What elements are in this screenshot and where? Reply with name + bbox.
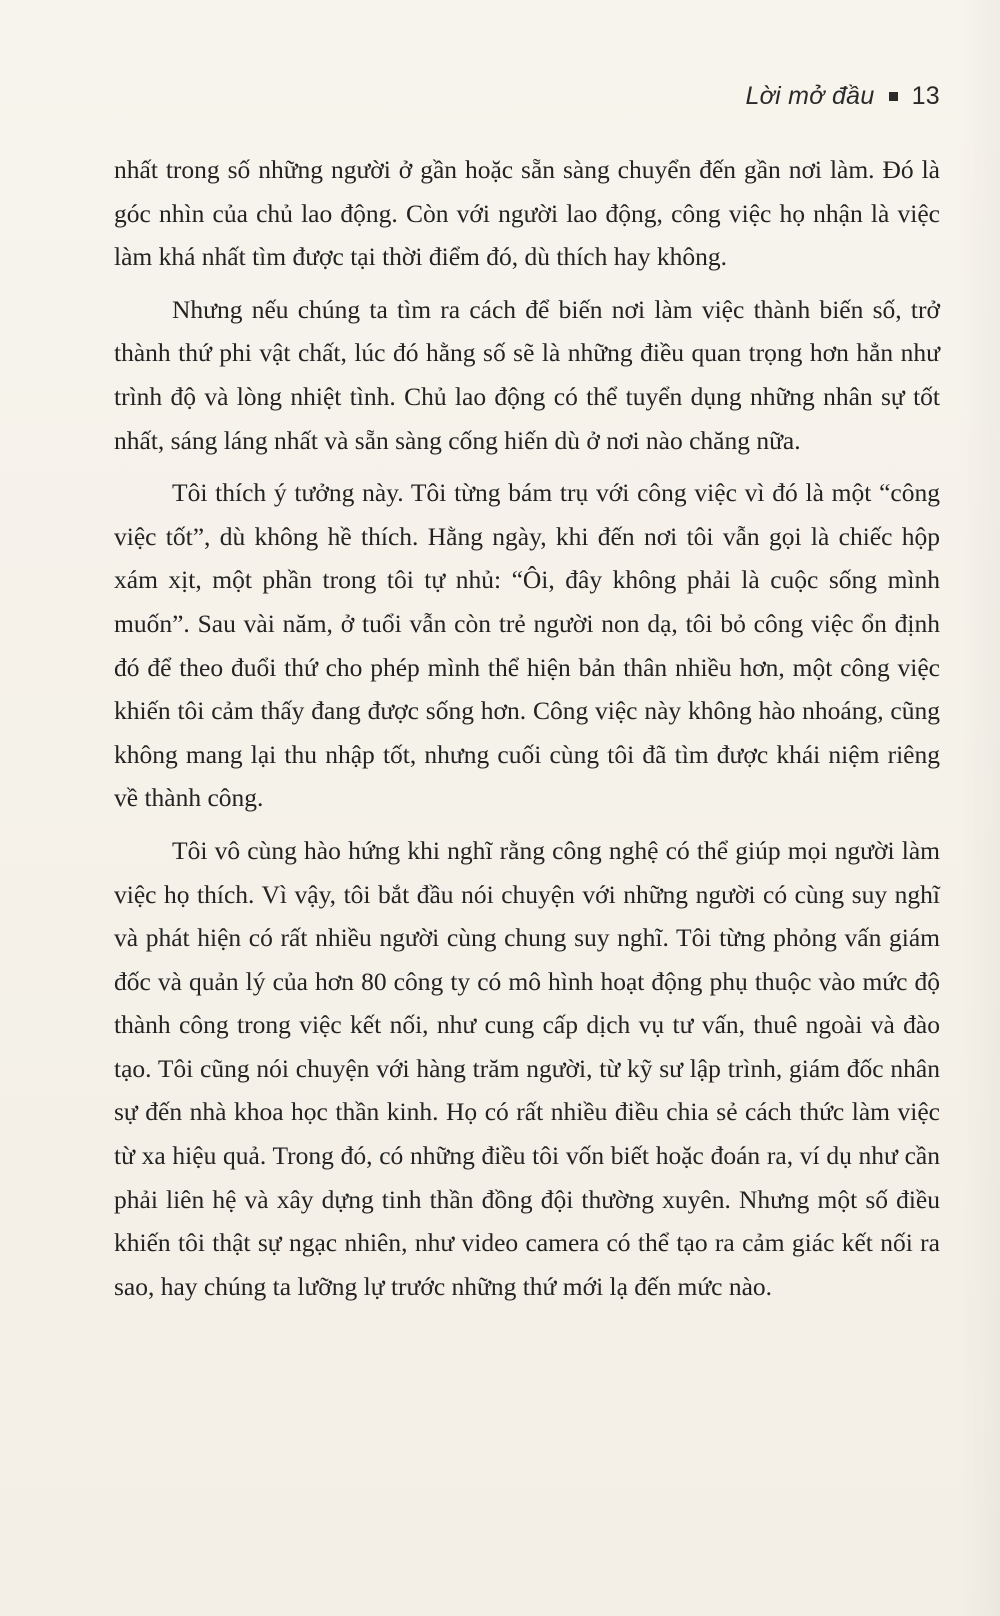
page-number: 13 bbox=[911, 82, 940, 110]
paragraph-3: Tôi thích ý tưởng này. Tôi từng bám trụ với công việc vì đó là một “công việc tốt”, dù không hề thích. Hằng ngày, khi đến nơi tôi vẫn gọi là chiếc hộp xám xịt, một phần trong tôi tự nhủ: “Ôi, đây không phải là cuộc sống mình muốn”. Sau vài năm, ở tuổi vẫn còn trẻ người non dạ, tôi bỏ công việc ổn định đó để theo đuổi thứ cho phép mình thể hiện bản thân nhiều hơn, một công việc khiến tôi cảm thấy đang được sống hơn. Công việc này không hào nhoáng, cũng không mang lại thu nhập tốt, nhưng cuối cùng tôi đã tìm được khái niệm riêng về thành công. bbox=[114, 478, 940, 813]
running-header bbox=[745, 82, 940, 111]
paragraph-2: Nhưng nếu chúng ta tìm ra cách để biến nơi làm việc thành biến số, trở thành thứ phi vật chất, lúc đó hằng số sẽ là những điều quan trọng hơn hẳn như trình độ và lòng nhiệt tình. Chủ lao động có thể tuyển dụng những nhân sự tốt nhất, sáng láng nhất và sẵn sàng cống hiến dù ở nơi nào chăng nữa. bbox=[114, 294, 940, 455]
paragraph-1: nhất trong số những người ở gần hoặc sẵn sàng chuyển đến gần nơi làm. Đó là góc nhìn của chủ lao động. Còn với người lao động, công việc họ nhận là việc làm khá nhất tìm được tại thời điểm đó, dù thích hay không. bbox=[114, 155, 940, 272]
paragraph-4: Tôi vô cùng hào hứng khi nghĩ rằng công nghệ có thể giúp mọi người làm việc họ thích. Vì vậy, tôi bắt đầu nói chuyện với những người có cùng suy nghĩ và phát hiện có rất nhiều người cùng chung suy nghĩ. Tôi từng phỏng vấn giám đốc và quản lý của hơn 80 công ty có mô hình hoạt động phụ thuộc vào mức độ thành công trong việc kết nối, như cung cấp dịch vụ tư vấn, thuê ngoài và đào tạo. Tôi cũng nói chuyện với hàng trăm người, từ kỹ sư lập trình, giám đốc nhân sự đến nhà khoa học thần kinh. Họ có rất nhiều điều chia sẻ cách thức làm việc từ xa hiệu quả. Trong đó, có những điều tôi vốn biết hoặc đoán ra, ví dụ như cần phải liên hệ và xây dựng tinh thần đồng đội thường xuyên. Nhưng một số điều khiến tôi thật sự ngạc nhiên, như video camera có thể tạo ra cảm giác kết nối ra sao, hay chúng ta lưỡng lự trước những thứ mới lạ đến mức nào. bbox=[114, 835, 940, 1301]
square-bullet-icon bbox=[889, 92, 898, 101]
page-edge-shadow bbox=[960, 0, 1000, 1616]
body-text bbox=[114, 148, 940, 1317]
chapter-title: Lời mở đầu bbox=[745, 82, 875, 110]
